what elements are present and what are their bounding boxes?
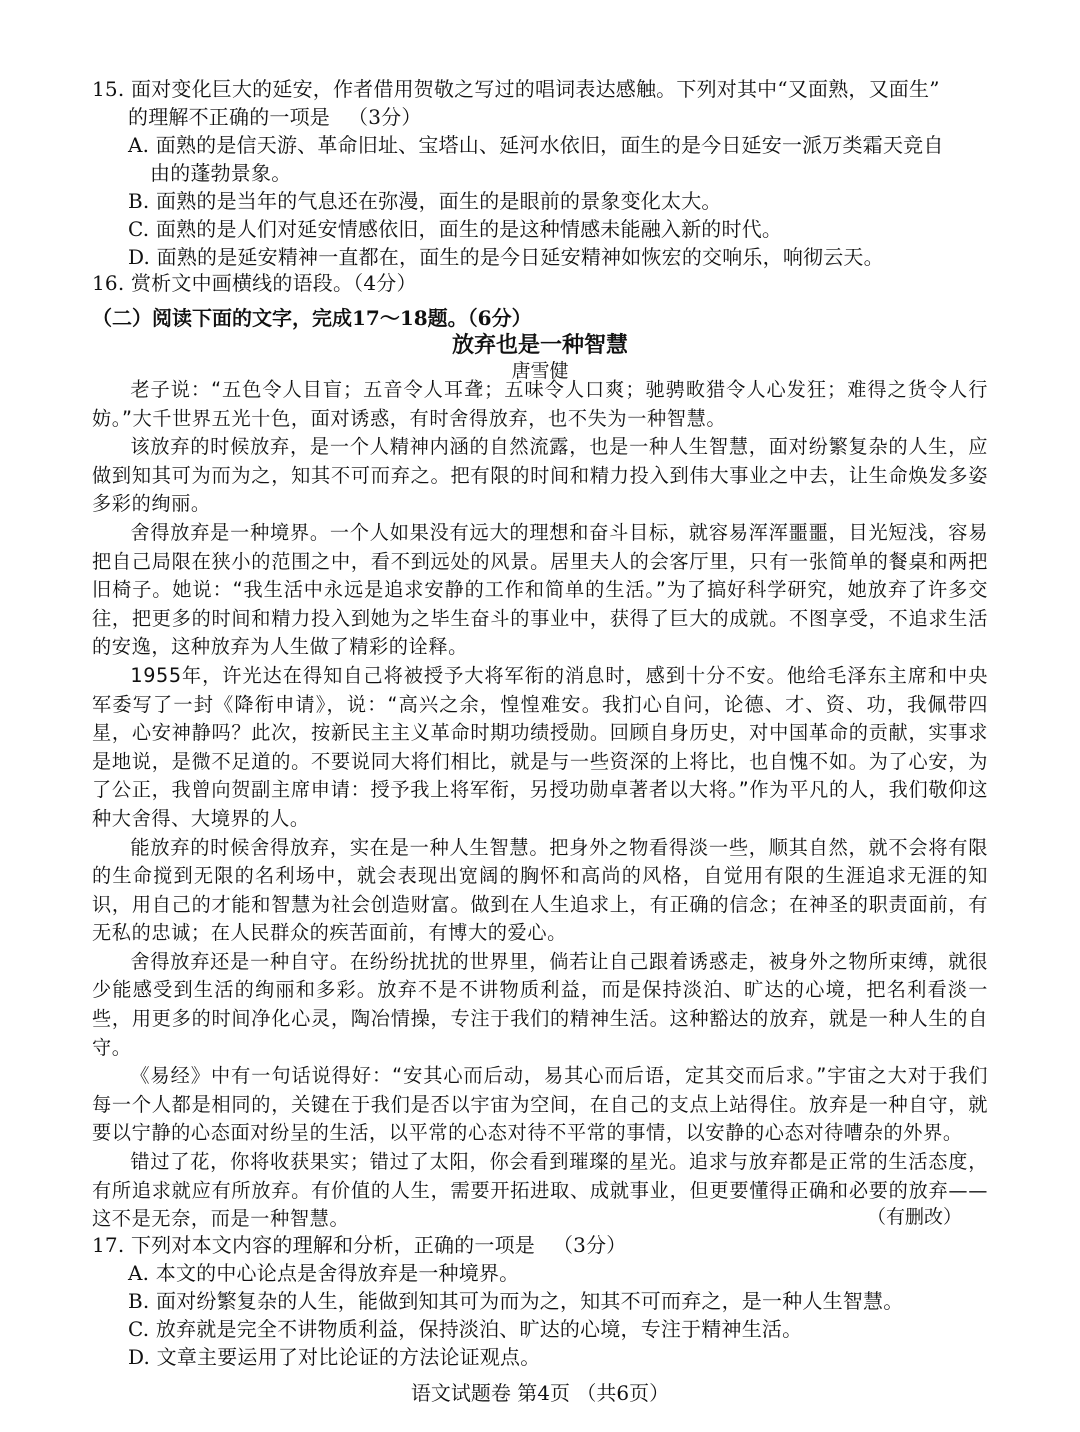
article-paragraph: 错过了花，你将收获果实；错过了太阳，你会看到璀璨的星光。追求与放弃都是正常的生活态度，有所追求就应有所放弃。有价值的人生，需要开拓进取、成就事业，但更要懂得正确和必要的放弃——这不是无奈，而是一种智慧。 [92, 1150, 988, 1231]
q15-option-c: C. 面熟的是人们对延安情感依旧，面生的是这种情感未能融入新的时代。 [128, 217, 783, 241]
q17-stem: 17. 下列对本文内容的理解和分析，正确的一项是 [92, 1233, 535, 1257]
article-paragraph: 《易经》中有一句话说得好：“安其心而后动，易其心而后语，定其交而后求。”宇宙之大对于我们每一个人都是相同的，关键在于我们是否以宇宙为空间，在自己的支点上站得住。放弃是一种自守，就要以宁静的心态面对纷呈的生活，以平常的心态对待不平常的事情，以安静的心态对待嘈杂的外界。 [92, 1064, 988, 1145]
q15-option-a-line2: 由的蓬勃景象。 [150, 161, 292, 185]
article-paragraph: 1955年，许光达在得知自己将被授予大将军衔的消息时，感到十分不安。他给毛泽东主席和中央军委写了一封《降衔申请》，说：“高兴之余，惶惶难安。我扪心自问，论德、才、资、功，我佩带四星，心安神静吗？此次，按新民主主义革命时期功绩授勋。回顾自身历史，对中国革命的贡献，实事求是地说，是微不足道的。不要说同大将们相比，就是与一些资深的上将比，也自愧不如。为了心安，为了公正，我曾向贺副主席申请：授予我上将军衔，另授功勋卓著者以大将。”作为平凡的人，我们敬仰这种大舍得、大境界的人。 [92, 663, 988, 830]
article-title: 放弃也是一种智慧 [451, 332, 628, 358]
article-body [92, 376, 988, 1234]
q15-option-a-line1: A. 面熟的是信天游、革命旧址、宝塔山、延河水依旧，面生的是今日延安一派万类霜天竞自 [128, 133, 944, 157]
q15-option-b: B. 面熟的是当年的气息还在弥漫，面生的是眼前的景象变化太大。 [128, 189, 722, 213]
q15-option-d: D. 面熟的是延安精神一直都在，面生的是今日延安精神如恢宏的交响乐，响彻云天。 [128, 245, 884, 269]
q15-stem-line2 [128, 104, 422, 130]
q15-stem-line1: 15. 面对变化巨大的延安，作者借用贺敬之写过的唱词表达感触。下列对其中“又面熟，又面生” [92, 77, 940, 101]
q15-stem-text: 的理解不正确的一项是 [128, 105, 330, 129]
section-2-heading: （二）阅读下面的文字，完成17～18题。（6分） [92, 306, 532, 330]
q17-option-d: D. 文章主要运用了对比论证的方法论证观点。 [128, 1345, 541, 1369]
article-paragraph: 该放弃的时候放弃，是一个人精神内涵的自然流露，也是一种人生智慧，面对纷繁复杂的人生，应做到知其可为而为之，知其不可而弃之。把有限的时间和精力投入到伟大事业之中去，让生命焕发多姿多彩的绚丽。 [92, 435, 988, 516]
q17-option-b: B. 面对纷繁复杂的人生，能做到知其可为而为之，知其不可而弃之，是一种人生智慧。 [128, 1289, 904, 1313]
q15-score: （3分） [348, 105, 422, 129]
q17-option-c: C. 放弃就是完全不讲物质利益，保持淡泊、旷达的心境，专注于精神生活。 [128, 1317, 803, 1341]
page-footer: 语文试题卷 第4页 （共6页） [410, 1381, 670, 1405]
article-paragraph: 能放弃的时候舍得放弃，实在是一种人生智慧。把身外之物看得淡一些，顺其自然，就不会将有限的生命搅到无限的名利场中，就会表现出宽阔的胸怀和高尚的风格，自觉用有限的生涯追求无涯的知识，用自己的才能和智慧为社会创造财富。做到在人生追求上，有正确的信念；在神圣的职责面前，有无私的忠诚；在人民群众的疾苦面前，有博大的爱心。 [92, 835, 988, 945]
q17-score: （3分） [552, 1233, 627, 1257]
q16-stem: 16. 赏析文中画横线的语段。（4分） [92, 271, 417, 295]
edited-note: （有删改） [866, 1206, 962, 1228]
q17-stem-line [92, 1232, 627, 1258]
article-paragraph: 舍得放弃还是一种自守。在纷纷扰扰的世界里，倘若让自己跟着诱惑走，被身外之物所束缚，就很少能感受到生活的绚丽和多彩。放弃不是不讲物质利益，而是保持淡泊、旷达的心境，把名利看淡一些，用更多的时间净化心灵，陶冶情操，专注于我们的精神生活。这种豁达的放弃，就是一种人生的自守。 [92, 949, 988, 1059]
article-paragraph: 老子说：“五色令人目盲；五音令人耳聋；五味令人口爽；驰骋畋猎令人心发狂；难得之货令人行妨。”大千世界五光十色，面对诱惑，有时舍得放弃，也不失为一种智慧。 [92, 378, 988, 430]
q17-option-a: A. 本文的中心论点是舍得放弃是一种境界。 [128, 1261, 520, 1285]
article-author: 唐雪健 [511, 360, 569, 382]
article-paragraph: 舍得放弃是一种境界。一个人如果没有远大的理想和奋斗目标，就容易浑浑噩噩，目光短浅，容易把自己局限在狭小的范围之中，看不到远处的风景。居里夫人的会客厅里，只有一张简单的餐桌和两把旧椅子。她说：“我生活中永远是追求安静的工作和简单的生活。”为了搞好科学研究，她放弃了许多交往，把更多的时间和精力投入到她为之毕生奋斗的事业中，获得了巨大的成就。不图享受，不追求生活的安逸，这种放弃为人生做了精彩的诠释。 [92, 520, 988, 659]
